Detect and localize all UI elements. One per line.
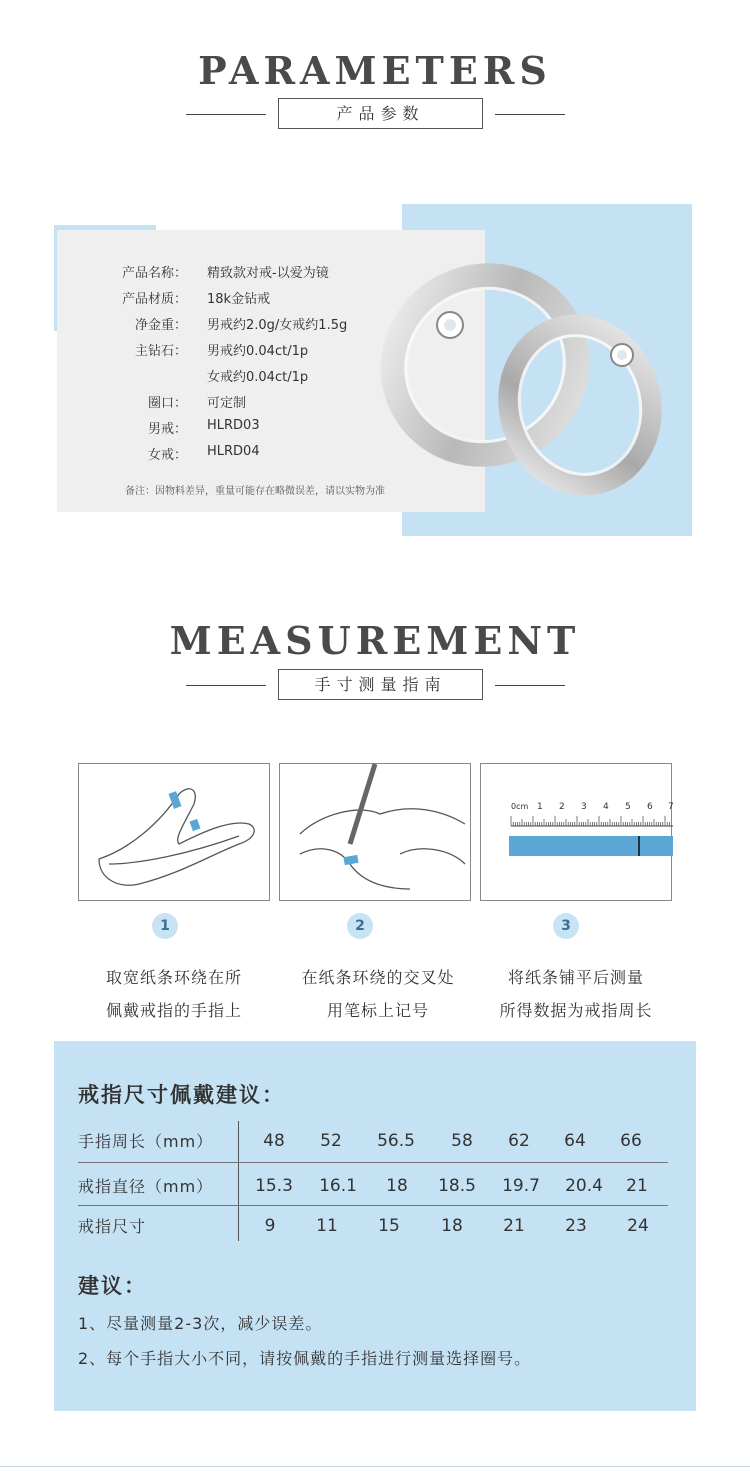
step3-image [480, 763, 672, 901]
param-label: 产品名称： [121, 266, 187, 281]
measurement-subtitle: 手寸测量指南 [278, 669, 483, 700]
table-cell: 19.7 [502, 1176, 540, 1196]
table-cell: 9 [264, 1216, 276, 1236]
ruler-tick-label: 3 [581, 802, 587, 812]
title-rule-left [186, 114, 266, 115]
size-guide-panel [54, 1041, 696, 1411]
table-cell: 21 [503, 1216, 525, 1236]
param-value: 精致款对戒-以爱为镜 [207, 266, 329, 281]
pen-mark-icon [280, 764, 472, 902]
table-divider-row [78, 1162, 668, 1163]
advice-item-1: 1、尽量测量2-3次，减少误差。 [78, 1314, 323, 1333]
step3-text-line2: 所得数据为戒指周长 [499, 1001, 653, 1020]
row-label-ring-size: 戒指尺寸 [78, 1217, 147, 1236]
param-value: 男戒约0.04ct/1p [207, 344, 309, 359]
table-cell: 18.5 [438, 1176, 476, 1196]
param-value: 男戒约2.0g/女戒约1.5g [207, 318, 348, 333]
step2-text-line1: 在纸条环绕的交叉处 [301, 968, 455, 987]
ruler-zero-label: 0cm [511, 802, 529, 811]
advice-item-2: 2、每个手指大小不同，请按佩戴的手指进行测量选择圈号。 [78, 1349, 532, 1368]
step1-text-line2: 佩戴戒指的手指上 [105, 1001, 242, 1020]
size-guide-heading: 戒指尺寸佩戴建议： [78, 1083, 285, 1107]
table-cell: 18 [386, 1176, 408, 1196]
param-value: 女戒约0.04ct/1p [207, 370, 309, 385]
table-cell: 11 [316, 1216, 338, 1236]
ruler-tick-label: 6 [647, 802, 653, 812]
param-label: 圈口： [147, 396, 187, 411]
table-cell: 15 [378, 1216, 400, 1236]
table-cell: 23 [565, 1216, 587, 1236]
param-label: 女戒： [147, 448, 187, 463]
page-bottom-rule [0, 1466, 750, 1467]
step2-text-line2: 用笔标上记号 [326, 1001, 429, 1020]
param-label: 主钻石： [134, 344, 187, 359]
step3-text-line1: 将纸条铺平后测量 [507, 968, 644, 987]
step1-text-line1: 取宽纸条环绕在所 [105, 968, 242, 987]
step1-badge: 1 [152, 913, 178, 939]
table-divider-vertical [238, 1121, 239, 1241]
title-rule-left [186, 685, 266, 686]
param-label: 净金重： [134, 318, 187, 333]
param-value: HLRD03 [207, 418, 260, 433]
table-cell: 15.3 [255, 1176, 293, 1196]
step2-badge: 2 [347, 913, 373, 939]
param-label: 男戒： [147, 422, 187, 437]
row-label-ring-diameter: 戒指直径（mm） [78, 1177, 214, 1196]
table-cell: 16.1 [319, 1176, 357, 1196]
male-ring-icon [364, 246, 605, 483]
param-value: HLRD04 [207, 444, 260, 459]
measurement-title: MEASUREMENT [169, 618, 581, 663]
table-cell: 64 [564, 1131, 586, 1151]
ruler-tick-label: 1 [537, 802, 543, 812]
parameters-subtitle: 产品参数 [278, 98, 483, 129]
step2-image [279, 763, 471, 901]
param-label: 产品材质： [121, 292, 187, 307]
title-rule-right [495, 114, 565, 115]
table-cell: 20.4 [565, 1176, 603, 1196]
table-cell: 24 [627, 1216, 649, 1236]
param-value: 可定制 [207, 396, 247, 411]
table-cell: 18 [441, 1216, 463, 1236]
table-cell: 58 [451, 1131, 473, 1151]
ruler-tick-label: 4 [603, 802, 609, 812]
table-cell: 66 [620, 1131, 642, 1151]
ruler-tick-label: 7 [668, 802, 674, 812]
step3-badge: 3 [553, 913, 579, 939]
title-rule-right [495, 685, 565, 686]
ruler-tick-label: 5 [625, 802, 631, 812]
parameters-title: PARAMETERS [198, 48, 552, 93]
row-label-finger-circumference: 手指周长（mm） [78, 1132, 214, 1151]
table-cell: 21 [626, 1176, 648, 1196]
step1-image [78, 763, 270, 901]
hand-wrap-icon [79, 764, 271, 902]
table-cell: 62 [508, 1131, 530, 1151]
advice-heading: 建议： [78, 1274, 147, 1298]
table-cell: 56.5 [377, 1131, 415, 1151]
param-value: 18k金钻戒 [207, 292, 271, 307]
table-cell: 48 [263, 1131, 285, 1151]
rings-image [390, 255, 670, 510]
table-cell: 52 [320, 1131, 342, 1151]
table-divider-row [78, 1205, 668, 1206]
ruler-tick-label: 2 [559, 802, 565, 812]
ruler-icon [481, 764, 673, 902]
param-note: 备注：因物料差异，重量可能存在略微误差，请以实物为准 [125, 486, 385, 497]
